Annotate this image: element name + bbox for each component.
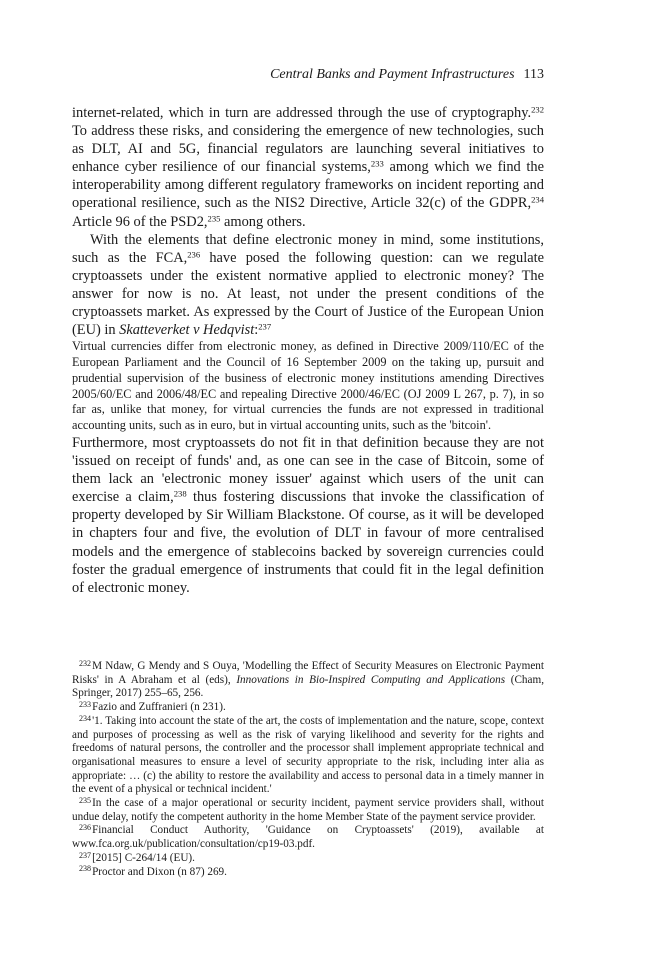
footnote — [72, 715, 544, 797]
case-name: Skatteverket v Hedqvist — [119, 322, 255, 339]
paragraph-1 — [72, 104, 544, 231]
footnote-text[interactable]: Financial Conduct Authority, 'Guidance on Cryptoassets' (2019), available at www.fca.org.uk/publication/consultation/cp19-03.pdf. — [72, 824, 544, 851]
text-run: : — [254, 322, 259, 339]
footnote-ref-234[interactable]: 234 — [531, 194, 544, 205]
footnote-ref-238[interactable]: 238 — [173, 488, 187, 499]
footnotes — [72, 660, 544, 879]
footnote-text: [2015] C-264/14 (EU). — [92, 851, 195, 864]
footnote-title: Innovations in Bio-Inspired Computing and Applications — [236, 673, 506, 686]
text-run: Furthermore, most cryptoassets do not fit in that definition because they are not 'issued on receipt of funds' and, as one can see in the case of Bitcoin, some of them lack an 'electronic money issuer' against which users of the unit can exercise a claim, — [72, 435, 544, 506]
footnote-text: Fazio and Zuffranieri (n 231). — [92, 701, 226, 714]
page-number: 113 — [523, 67, 544, 82]
text-run: Article 96 of the PSD2, — [72, 213, 208, 230]
footnote-number: 233 — [79, 699, 92, 709]
text-run: To address these risks, and considering the emergence of new technologies, such as DLT, AI and 5G, financial regulators are launching several initiatives to enhance cyber resilience of our financial systems, — [72, 123, 544, 176]
text-run: among others. — [220, 213, 306, 230]
footnote — [72, 866, 544, 880]
footnote-ref-233[interactable]: 233 — [370, 158, 384, 169]
footnote-text: In the case of a major operational or security incident, payment service providers shall, without undue delay, notify the competent authority in the home Member State of the payment service provider. — [72, 797, 544, 823]
running-title: Central Banks and Payment Infrastructures — [270, 67, 515, 82]
footnote-number: 234 — [79, 713, 92, 723]
text-run: internet-related, which in turn are addressed through the use of cryptography. — [72, 105, 532, 121]
footnote-ref-237[interactable]: 237 — [258, 321, 272, 332]
footnote-number: 235 — [79, 795, 92, 805]
main-text — [72, 104, 544, 597]
footnote-text: M Ndaw, G Mendy and S Ouya, 'Modelling the Effect of Security Measures on Electronic Payment Risks' in A Abraham et al (eds), — [72, 660, 544, 686]
footnote — [72, 660, 544, 701]
footnote-number: 238 — [79, 864, 92, 874]
footnote — [72, 701, 544, 715]
text-run: With the elements that define electronic money in mind, some institutions, such as the FCA, — [72, 231, 544, 266]
footnote-number: 237 — [79, 850, 92, 860]
footnote-ref-235[interactable]: 235 — [207, 212, 221, 223]
footnote — [72, 797, 544, 824]
footnote-text: '1. Taking into account the state of the art, the costs of implementation and the nature, scope, context and purposes of processing as well as the risk of varying likelihood and severity for the rights and freedoms of natural persons, the controller and the processor shall implement appropriate technical and organisational measures to ensure a level of security appropriate to the risk, including inter alia as appropriate: … (c) the ability to restore the availability and access to personal data in a timely manner in the event of a physical or technical incident.' — [72, 714, 544, 796]
footnote-ref-236[interactable]: 236 — [187, 249, 201, 259]
text-run: among which we find the interoperability among different regulatory frameworks on incident reporting and operational resilience, such as the NIS2 Directive, Article 32(c) of the GDPR, — [72, 159, 544, 212]
text-run: have posed the following question: can we regulate cryptoassets under the existent normative applied to electronic money? The answer for now is no. At least, not under the present conditions of the cryptoassets market. As expressed by the Court of Justice of the European Union (EU) in — [72, 249, 544, 339]
footnote-number: 236 — [79, 823, 92, 833]
running-head — [72, 66, 544, 84]
footnote-text: (Cham, Springer, 2017) 255–65, 256. — [72, 673, 544, 700]
footnote-ref-232[interactable]: 232 — [531, 104, 544, 115]
footnote — [72, 824, 544, 851]
paragraph-2 — [72, 231, 544, 340]
text-run: thus fostering discussions that invoke the classification of property developed by Sir William Blackstone. Of course, as it will be developed in chapters four and five, the evolution of DLT in favour of more centralised models and the emergence of stablecoins backed by sovereign currencies could foster the gradual emergence of instruments that could fit in the legal definition of electronic money. — [72, 489, 545, 596]
footnote-number: 232 — [79, 658, 92, 668]
footnote — [72, 852, 544, 866]
footnote-text: Proctor and Dixon (n 87) 269. — [92, 865, 227, 878]
block-quote: Virtual currencies differ from electronic money, as defined in Directive 2009/110/EC of the European Parliament and the Council of 16 September 2009 on the taking up, pursuit and prudential supervision of the business of electronic money institutions amending Directives 2005/60/EC and 2006/48/EC and repealing Directive 2000/46/EC (OJ 2009 L 267, p. 7), in so far as, unlike that money, for virtual currencies the funds are not expressed in traditional accounting units, such as in euro, but in virtual accounting units, such as the 'bitcoin'. — [72, 339, 544, 433]
paragraph-3 — [72, 434, 544, 597]
